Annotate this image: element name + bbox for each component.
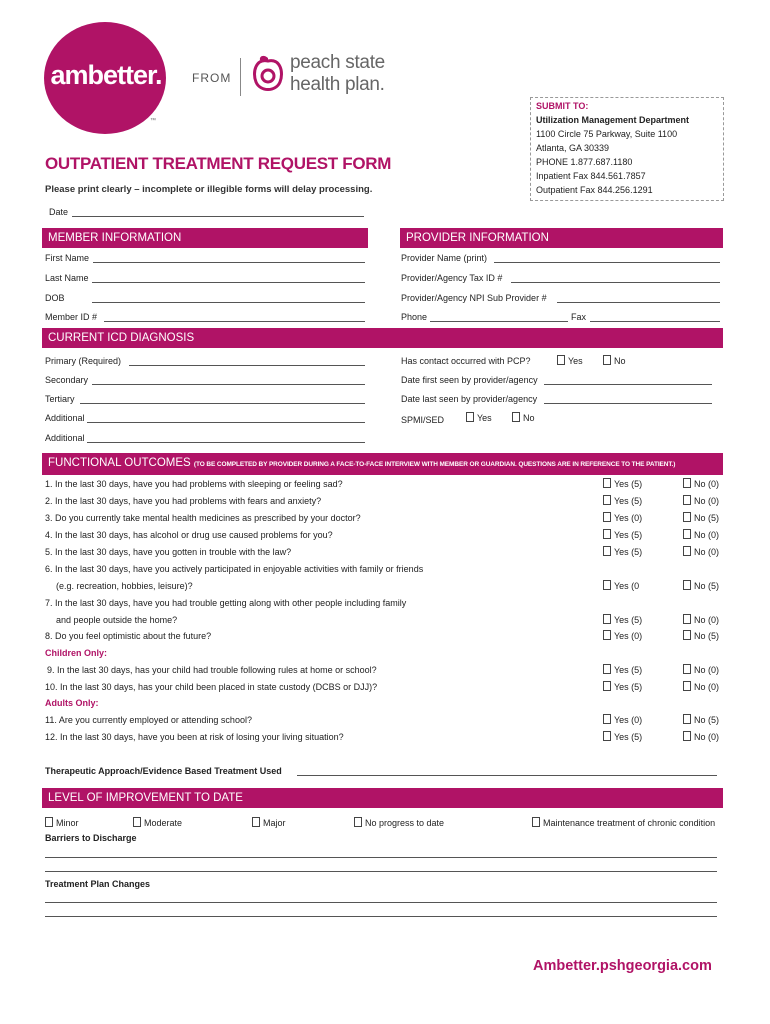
option-label: No (5) [694, 513, 720, 523]
pcp-contact-label: Has contact occurred with PCP? [401, 356, 531, 366]
from-label: FROM [192, 71, 232, 85]
primary-dx-label: Primary (Required) [45, 356, 122, 366]
option-label: Yes (5) [614, 732, 643, 742]
checkbox[interactable] [683, 614, 691, 624]
checkbox[interactable] [466, 412, 474, 422]
q8-yes-option[interactable] [603, 630, 642, 642]
checkbox[interactable] [683, 630, 691, 640]
q5-no-option[interactable] [683, 546, 719, 558]
question-6-continued: (e.g. recreation, hobbies, leisure)? [56, 581, 193, 591]
functional-outcomes-note: (TO BE COMPLETED BY PROVIDER DURING A FACE-TO-FACE INTERVIEW WITH MEMBER OR GUARDIAN. QUESTIONS ARE IN REFERENCE TO THE PATIENT.) [193, 461, 676, 468]
tax-id-label: Provider/Agency Tax ID # [401, 273, 503, 283]
spmi-yes-option[interactable] [466, 412, 492, 424]
checkbox[interactable] [683, 664, 691, 674]
partner-name-line1: peach state [290, 52, 385, 73]
checkbox[interactable] [45, 817, 53, 827]
checkbox[interactable] [603, 614, 611, 624]
plan-changes-field-line[interactable] [45, 902, 717, 903]
option-label: No (0) [694, 479, 720, 489]
therapeutic-approach-label: Therapeutic Approach/Evidence Based Treatment Used [45, 766, 282, 776]
therapeutic-approach-field[interactable] [297, 775, 717, 776]
provider-name-field[interactable] [494, 262, 720, 263]
checkbox[interactable] [532, 817, 540, 827]
checkbox[interactable] [603, 714, 611, 724]
submit-line: PHONE 1.877.687.1180 [536, 157, 633, 167]
option-label: No [614, 356, 626, 366]
checkbox[interactable] [603, 529, 611, 539]
dob-label: DOB [45, 293, 65, 303]
ambetter-logo-text: ambetter. [50, 60, 162, 90]
tertiary-dx-label: Tertiary [45, 394, 75, 404]
npi-field[interactable] [557, 302, 720, 303]
spmi-no-option[interactable] [512, 412, 535, 424]
option-label: Yes (5) [614, 682, 643, 692]
barriers-field-line[interactable] [45, 871, 717, 872]
option-label: Yes (5) [614, 615, 643, 625]
icd-header: CURRENT ICD DIAGNOSIS [42, 328, 723, 348]
q9-no-option[interactable] [683, 664, 719, 676]
option-label: No progress to date [365, 818, 445, 828]
member-id-field[interactable] [104, 321, 365, 322]
question-7-continued: and people outside the home? [56, 615, 178, 625]
improvement-major-option[interactable] [252, 817, 286, 829]
improvement-maintenance-option[interactable] [532, 817, 715, 829]
footer-url[interactable]: Ambetter.pshgeorgia.com [533, 958, 712, 974]
provider-info-header: PROVIDER INFORMATION [400, 228, 723, 248]
checkbox[interactable] [603, 630, 611, 640]
q1-no-option[interactable] [683, 478, 719, 490]
additional-dx-label: Additional [45, 413, 85, 423]
option-label: No (5) [694, 631, 720, 641]
additional-dx-label: Additional [45, 433, 85, 443]
peach-icon [250, 52, 286, 94]
checkbox[interactable] [603, 478, 611, 488]
question-2: 2. In the last 30 days, have you had problems with fears and anxiety? [45, 496, 322, 506]
last-seen-field[interactable] [544, 403, 712, 404]
option-label: Moderate [144, 818, 183, 828]
fax-label: Fax [571, 312, 587, 322]
question-12: 12. In the last 30 days, have you been at risk of losing your living situation? [45, 732, 344, 742]
improvement-minor-option[interactable] [45, 817, 79, 829]
checkbox[interactable] [683, 731, 691, 741]
improvement-no-progress-option[interactable] [354, 817, 444, 829]
option-label: No (0) [694, 665, 720, 675]
submit-line: Outpatient Fax 844.256.1291 [536, 185, 653, 195]
logo-divider [240, 58, 241, 96]
fax-field[interactable] [590, 321, 720, 322]
first-seen-field[interactable] [544, 384, 712, 385]
question-4: 4. In the last 30 days, has alcohol or drug use caused problems for you? [45, 530, 333, 540]
option-label: Yes (5) [614, 479, 643, 489]
checkbox[interactable] [603, 681, 611, 691]
submit-title: SUBMIT TO: [536, 101, 589, 111]
checkbox[interactable] [683, 512, 691, 522]
option-label: Yes (5) [614, 665, 643, 675]
checkbox[interactable] [512, 412, 520, 422]
q7-yes-option[interactable] [603, 614, 642, 626]
pcp-yes-option[interactable] [557, 355, 583, 367]
question-3: 3. Do you currently take mental health medicines as prescribed by your doctor? [45, 513, 361, 523]
q9-yes-option[interactable] [603, 664, 642, 676]
checkbox[interactable] [683, 529, 691, 539]
checkbox[interactable] [603, 355, 611, 365]
question-6: 6. In the last 30 days, have you actively participated in enjoyable activities with family or friends [45, 564, 424, 574]
member-id-label: Member ID # [45, 312, 98, 322]
plan-changes-label: Treatment Plan Changes [45, 879, 151, 889]
checkbox[interactable] [683, 681, 691, 691]
trademark: ™ [150, 118, 156, 124]
q3-yes-option[interactable] [603, 512, 642, 524]
option-label: No (5) [694, 715, 720, 725]
q12-yes-option[interactable] [603, 731, 642, 743]
submit-line: Atlanta, GA 30339 [536, 143, 610, 153]
pcp-no-option[interactable] [603, 355, 626, 367]
option-label: Minor [56, 818, 79, 828]
submit-line: 1100 Circle 75 Parkway, Suite 1100 [536, 129, 678, 139]
checkbox[interactable] [603, 546, 611, 556]
tax-id-field[interactable] [511, 282, 720, 283]
checkbox[interactable] [252, 817, 260, 827]
checkbox[interactable] [557, 355, 565, 365]
functional-outcomes-title: FUNCTIONAL OUTCOMES [48, 457, 191, 469]
q2-yes-option[interactable] [603, 495, 642, 507]
option-label: Yes (0 [614, 581, 640, 591]
improvement-moderate-option[interactable] [133, 817, 182, 829]
adults-only-label: Adults Only: [45, 698, 99, 708]
q10-yes-option[interactable] [603, 681, 642, 693]
checkbox[interactable] [603, 580, 611, 590]
dob-field[interactable] [92, 302, 365, 303]
option-label: No (0) [694, 496, 720, 506]
option-label: Maintenance treatment of chronic condition [543, 818, 716, 828]
barriers-field-line[interactable] [45, 857, 717, 858]
last-name-label: Last Name [45, 273, 89, 283]
q8-no-option[interactable] [683, 630, 719, 642]
question-11: 11. Are you currently employed or attending school? [45, 715, 252, 725]
checkbox[interactable] [683, 580, 691, 590]
q5-yes-option[interactable] [603, 546, 642, 558]
option-label: Yes (0) [614, 513, 643, 523]
q2-no-option[interactable] [683, 495, 719, 507]
option-label: No (0) [694, 732, 720, 742]
checkbox[interactable] [603, 664, 611, 674]
option-label: Major [263, 818, 286, 828]
submit-line: Utilization Management Department [536, 115, 690, 125]
first-name-label: First Name [45, 253, 90, 263]
option-label: No (0) [694, 682, 720, 692]
checkbox[interactable] [683, 714, 691, 724]
question-8: 8. Do you feel optimistic about the future? [45, 631, 212, 641]
provider-name-label: Provider Name (print) [401, 253, 488, 263]
date-field[interactable] [72, 216, 364, 217]
q11-yes-option[interactable] [603, 714, 642, 726]
option-label: No [523, 413, 535, 423]
last-name-field[interactable] [92, 282, 365, 283]
form-title: OUTPATIENT TREATMENT REQUEST FORM [45, 154, 392, 173]
additional-dx-field[interactable] [87, 442, 365, 443]
submit-box [530, 97, 724, 201]
option-label: No (5) [694, 581, 720, 591]
checkbox[interactable] [683, 495, 691, 505]
option-label: Yes (0) [614, 631, 643, 641]
option-label: Yes (5) [614, 547, 643, 557]
functional-outcomes-header [42, 453, 723, 475]
checkbox[interactable] [603, 495, 611, 505]
plan-changes-field-line[interactable] [45, 916, 717, 917]
q6-yes-option[interactable] [603, 580, 639, 592]
date-label: Date [49, 207, 69, 217]
option-label: Yes (5) [614, 496, 643, 506]
option-label: Yes [568, 356, 583, 366]
option-label: No (0) [694, 615, 720, 625]
spmi-label: SPMI/SED [401, 415, 445, 425]
form-instruction: Please print clearly – incomplete or illegible forms will delay processing. [45, 184, 373, 195]
barriers-label: Barriers to Discharge [45, 833, 137, 843]
option-label: No (0) [694, 547, 720, 557]
option-label: Yes (5) [614, 530, 643, 540]
children-only-label: Children Only: [45, 648, 108, 658]
q1-yes-option[interactable] [603, 478, 642, 490]
q4-no-option[interactable] [683, 529, 719, 541]
option-label: No (0) [694, 530, 720, 540]
question-5: 5. In the last 30 days, have you gotten in trouble with the law? [45, 547, 292, 557]
checkbox[interactable] [683, 478, 691, 488]
phone-field[interactable] [430, 321, 568, 322]
checkbox[interactable] [683, 546, 691, 556]
checkbox[interactable] [354, 817, 362, 827]
primary-dx-field[interactable] [129, 365, 365, 366]
q3-no-option[interactable] [683, 512, 719, 524]
question-1: 1. In the last 30 days, have you had problems with sleeping or feeling sad? [45, 479, 343, 489]
q10-no-option[interactable] [683, 681, 719, 693]
q4-yes-option[interactable] [603, 529, 642, 541]
q11-no-option[interactable] [683, 714, 719, 726]
question-9: 9. In the last 30 days, has your child had trouble following rules at home or school? [47, 665, 377, 675]
q6-no-option[interactable] [683, 580, 719, 592]
first-seen-label: Date first seen by provider/agency [401, 375, 538, 385]
checkbox[interactable] [133, 817, 141, 827]
last-seen-label: Date last seen by provider/agency [401, 394, 538, 404]
member-info-header: MEMBER INFORMATION [42, 228, 368, 248]
option-label: Yes (0) [614, 715, 643, 725]
first-name-field[interactable] [93, 262, 365, 263]
q12-no-option[interactable] [683, 731, 719, 743]
additional-dx-field[interactable] [87, 422, 365, 423]
phone-label: Phone [401, 312, 428, 322]
submit-line: Inpatient Fax 844.561.7857 [536, 171, 646, 181]
improvement-header: LEVEL OF IMPROVEMENT TO DATE [42, 788, 723, 808]
secondary-dx-field[interactable] [92, 384, 365, 385]
question-7: 7. In the last 30 days, have you had trouble getting along with other people including family [45, 598, 407, 608]
question-10: 10. In the last 30 days, has your child been placed in state custody (DCBS or DJJ)? [45, 682, 378, 692]
checkbox[interactable] [603, 512, 611, 522]
option-label: Yes [477, 413, 492, 423]
tertiary-dx-field[interactable] [80, 403, 365, 404]
checkbox[interactable] [603, 731, 611, 741]
partner-name-line2: health plan. [290, 74, 385, 95]
npi-label: Provider/Agency NPI Sub Provider # [401, 293, 547, 303]
q7-no-option[interactable] [683, 614, 719, 626]
secondary-dx-label: Secondary [45, 375, 89, 385]
ambetter-logo [44, 22, 166, 134]
